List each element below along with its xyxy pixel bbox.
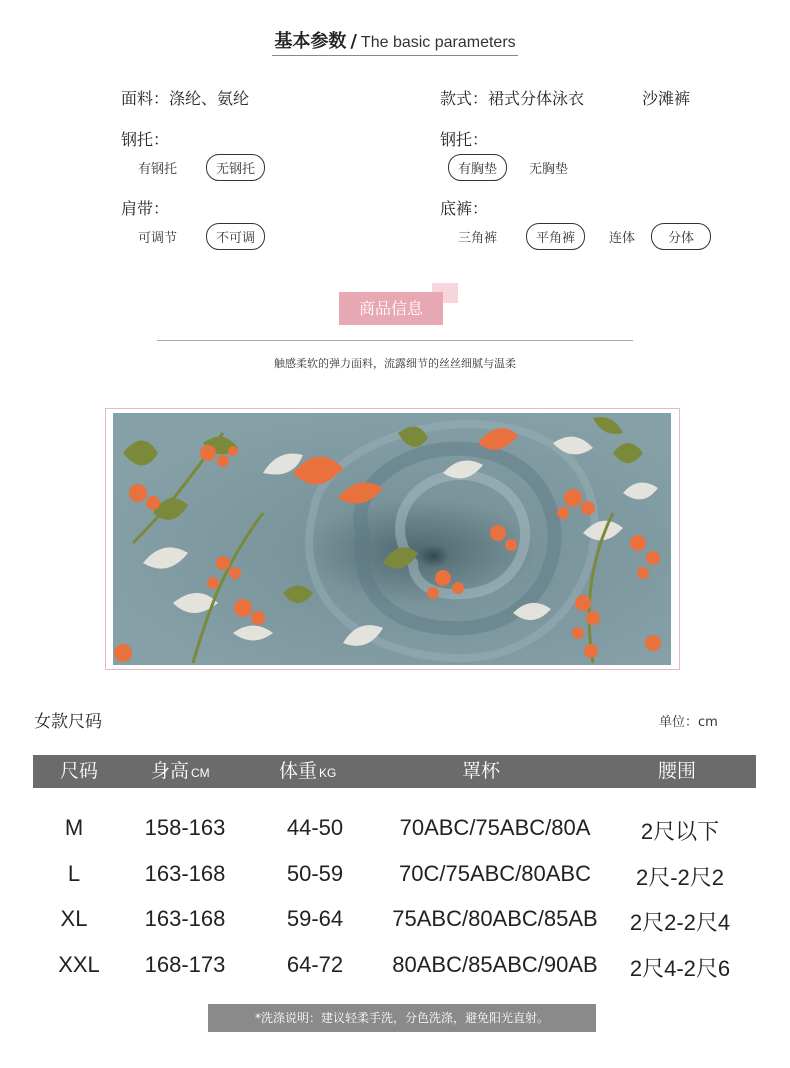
option-no-pad: 无胸垫 [529, 162, 569, 177]
option-not-adjustable-selected: 不可调 [206, 223, 265, 250]
table-cell: XXL [58, 952, 100, 977]
product-info-badge: 商品信息 [339, 292, 443, 325]
table-cell: L [67, 861, 81, 886]
table-cell: 64-72 [286, 952, 344, 977]
option-with-underwire: 有钢托 [138, 162, 178, 177]
option-one-piece: 连体 [609, 231, 636, 246]
option-with-pad-selected: 有胸垫 [448, 154, 507, 181]
table-cell: XL [60, 906, 88, 931]
table-cell: 158-163 [144, 815, 226, 840]
table-cell: 163-168 [144, 906, 226, 931]
pad-label: 钢托： [440, 130, 489, 149]
table-cell: 44-50 [286, 815, 344, 840]
table-cell: 2尺-2尺2 [635, 865, 725, 890]
underwire-label: 钢托： [121, 130, 170, 149]
section-header [0, 27, 790, 56]
header-weight: 体重 KG [279, 760, 337, 782]
option-boyshorts-selected: 平角裤 [526, 223, 585, 250]
table-cell: 2尺2-2尺4 [629, 910, 731, 935]
table-cell: 50-59 [286, 861, 344, 886]
header-height: 身高 CM [151, 760, 210, 782]
strap-label: 肩带： [121, 199, 170, 218]
option-briefs: 三角裤 [458, 231, 498, 246]
header-cup: 罩杯 [462, 760, 501, 782]
size-chart-title: 女款尺码 [34, 712, 102, 732]
header-waist: 腰围 [658, 760, 697, 782]
table-cell: 2尺4-2尺6 [629, 956, 731, 981]
bottom-label: 底裤： [440, 199, 489, 218]
table-cell: M [64, 815, 84, 840]
table-cell: 168-173 [144, 952, 226, 977]
size-chart-unit: 单位：cm [659, 715, 718, 730]
header-size: 尺码 [60, 760, 99, 782]
table-cell: 2尺以下 [640, 819, 720, 844]
product-tagline: 触感柔软的弹力面料，流露细节的丝丝细腻与温柔 [274, 357, 516, 370]
header-underline [272, 27, 517, 56]
header-title-en: The basic parameters [360, 34, 516, 51]
floral-fabric-image [113, 413, 671, 665]
care-note: *洗涤说明：建议轻柔手洗，分色洗涤，避免阳光直射。 [208, 1004, 596, 1032]
size-table-header [33, 755, 756, 788]
divider-line [157, 340, 633, 341]
table-cell: 59-64 [286, 906, 344, 931]
header-title-cn: 基本参数 [274, 31, 347, 52]
fabric-label: 面料：涤纶、氨纶 [121, 89, 250, 108]
table-cell: 75ABC/80ABC/85AB [392, 906, 598, 931]
table-cell: 70ABC/75ABC/80A [399, 815, 591, 840]
option-two-piece-selected: 分体 [651, 223, 711, 250]
option-no-underwire-selected: 无钢托 [206, 154, 265, 181]
table-cell: 80ABC/85ABC/90AB [392, 952, 598, 977]
style-label: 款式：裙式分体泳衣 [440, 89, 585, 108]
header-slash: / [350, 31, 357, 52]
option-adjustable: 可调节 [138, 231, 178, 246]
style-extra: 沙滩裤 [642, 89, 691, 108]
table-cell: 163-168 [144, 861, 226, 886]
table-cell: 70C/75ABC/80ABC [399, 861, 591, 886]
